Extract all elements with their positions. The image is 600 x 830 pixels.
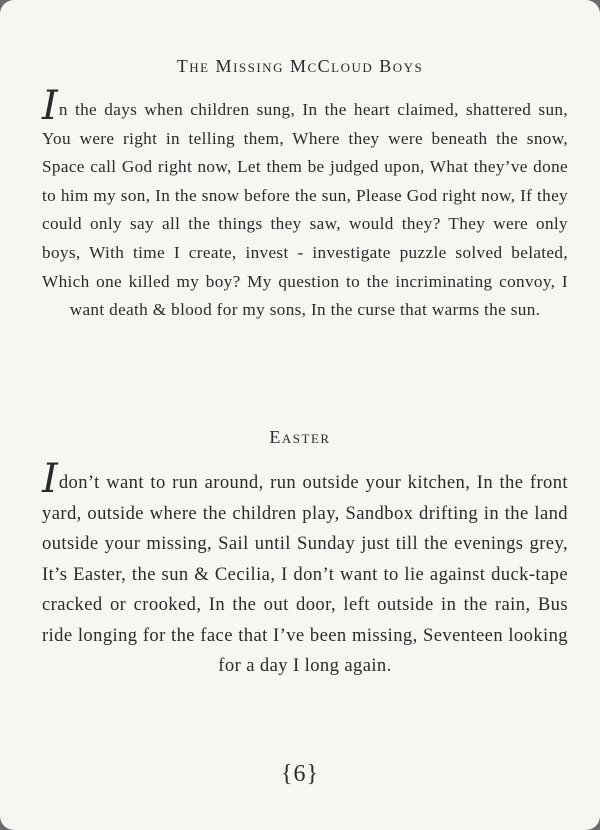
poem-text: don’t want to run around, run outside your kitchen, In the front yard, outside where the children play, Sandbox drifting in the land outside your missing, Sail until Sunday just till the evenings grey, It’s Easter, the sun & Cecilia, I don’t want to lie against duck-tape cracked or crooked, In the out door, left outside in the rain, Bus ride longing for the face that I’ve been missing, Seventeen looking for a day I long again. bbox=[42, 472, 568, 676]
poem-text: n the days when children sung, In the heart claimed, shattered sun, You were right in telling them, Where they were beneath the snow, Space call God right now, Let them be judged upon, What they’ve done to him my son, In the snow before the sun, Please God right now, If they could only say all the things they saw, would they? They were only boys, With time I create, invest - investigate puzzle solved belated, Which one killed my boy? My question to the incriminating convoy, I want death & blood for my sons, In the curse that warms the sun. bbox=[42, 100, 568, 320]
drop-cap-initial: I bbox=[42, 456, 58, 502]
poem-body bbox=[42, 456, 568, 682]
poem-body bbox=[42, 83, 568, 325]
drop-cap-initial: I bbox=[42, 83, 58, 129]
poem-title: Easter bbox=[269, 427, 331, 447]
poem-title: The Missing McCloud Boys bbox=[176, 56, 424, 76]
page-number: {6} bbox=[280, 761, 320, 787]
